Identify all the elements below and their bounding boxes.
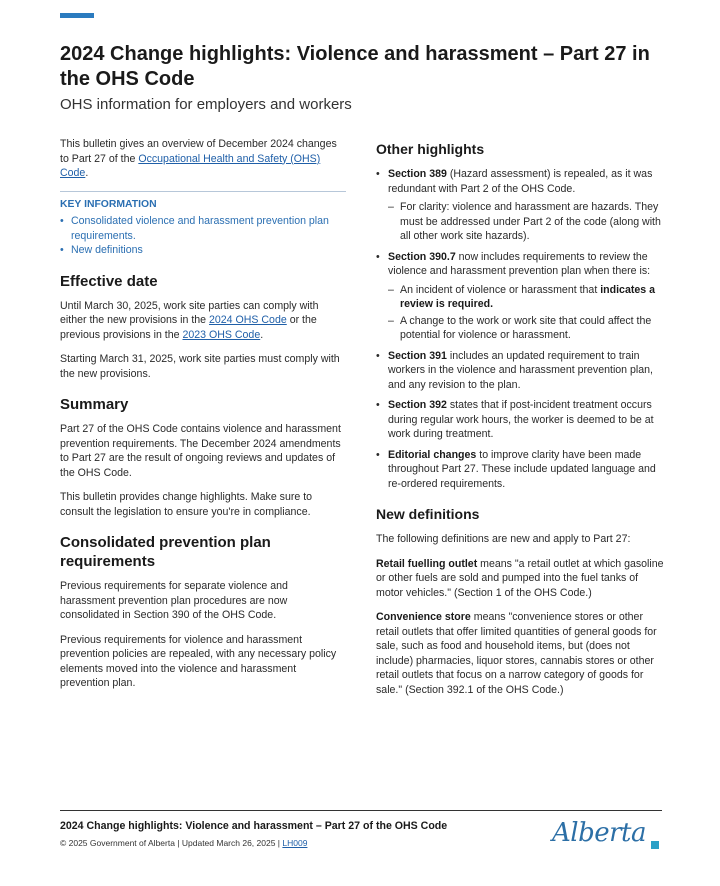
definition-text: means "convenience stores or other retail outlets that offer limited quantities of general goods for sale, such as food and household items, but (does not include) pharmacies, liquor stores, cannabis stores or other retail outlets that focus on a narrow category of goods for sale." (Section 392.1 of the OHS Code.) (376, 611, 657, 696)
footer-doc-link[interactable]: LH009 (282, 838, 308, 848)
intro-text: This bulletin gives an overview of December 2024 changes to Part 27 of the (60, 138, 337, 165)
alberta-logo (552, 818, 662, 852)
definition-text: means "a retail outlet at which gasoline or other fuels are sold and pumped into the fuel tanks of motor vehicles." (Section 1 of the OHS Code.) (376, 557, 664, 599)
new-definitions-heading: New definitions (376, 506, 480, 522)
sub-item-bold: indicates a review is required. (400, 283, 655, 310)
summary-paragraph-1: Part 27 of the OHS Code contains violence and harassment prevention requirements. The December 2024 amendments to Part 27 are the result of ongoing reviews and updates of the OHS Code. (60, 423, 341, 479)
alberta-logo-text: Alberta (552, 818, 646, 848)
alberta-logo-mark (651, 841, 659, 849)
highlight-text: now includes requirements to review the violence and harassment prevention plan when there is: (388, 250, 651, 277)
page-subtitle: OHS information for employers and workers (60, 96, 352, 113)
right-column (376, 140, 666, 707)
ohs-code-2024-link[interactable]: 2024 OHS Code (209, 314, 287, 326)
footer-meta-text: © 2025 Government of Alberta | Updated March 26, 2025 | (60, 838, 283, 848)
definitions-intro: The following definitions are new and apply to Part 27: (376, 533, 631, 545)
sub-item: – A change to the work or work site that could affect the potential for violence or harassment. (388, 314, 666, 343)
summary-heading: Summary (60, 396, 129, 413)
highlight-text: (Hazard assessment) is repealed, as it was redundant with Part 2 of the OHS Code. (388, 168, 653, 195)
key-item: • Consolidated violence and harassment prevention plan requirements. (60, 214, 346, 243)
highlight-section: Section 390.7 (388, 250, 456, 263)
sub-list (388, 200, 666, 244)
key-item: • New definitions (60, 243, 346, 258)
sub-item: – For clarity: violence and harassment are hazards. They must be addressed under Part 2 of the code (along with all other work site hazards). (388, 200, 666, 244)
key-information-box (60, 191, 346, 258)
effective-date-paragraph-2: Starting March 31, 2025, work site parties must comply with the new provisions. (60, 353, 340, 380)
ohs-code-2023-link[interactable]: 2023 OHS Code (182, 328, 261, 341)
summary-paragraph-2: This bulletin provides change highlights. Make sure to consult the legislation to ensure you're in compliance. (60, 491, 313, 518)
effective-text-a: Until March 30, 2025, work site parties can comply with either the new provisions in the (60, 299, 319, 326)
ohs-code-link[interactable]: Occupational Health and Safety (OHS) Code (60, 152, 321, 179)
key-information-title: KEY INFORMATION (60, 198, 157, 210)
sub-item (388, 283, 666, 312)
highlight-text: states that if post-incident treatment occurs during regular work hours, the worker is deemed to be at work during treatment. (388, 399, 654, 440)
sub-list (388, 283, 666, 343)
footer-meta (60, 838, 307, 848)
other-highlights-heading: Other highlights (376, 141, 485, 157)
highlight-text: includes an updated requirement to train workers in the violence and harassment prevention plan, and any revision to the plan. (388, 349, 653, 391)
definition-term: Convenience store (376, 611, 471, 623)
consolidated-paragraph-2: Previous requirements for violence and harassment prevention policies are repealed, with any necessary policy elements moved into the violence and harassment prevention plan. (60, 633, 337, 689)
highlight-item (376, 398, 666, 442)
highlight-section: Section 392 (388, 399, 447, 411)
highlight-item (376, 250, 666, 343)
highlight-section: Section 389 (388, 168, 447, 180)
effective-text-b: or the previous provisions in the (60, 314, 317, 341)
definition-retail-fuelling (376, 557, 666, 601)
accent-bar (60, 13, 94, 18)
highlight-item (376, 349, 666, 393)
highlight-item (376, 448, 666, 492)
highlight-section: Editorial changes (388, 448, 477, 461)
left-column (60, 137, 346, 701)
sub-item-text: An incident of violence or harassment that (400, 283, 601, 296)
effective-text-c: . (260, 328, 264, 341)
effective-date-paragraph (60, 299, 346, 343)
consolidated-paragraph-1: Previous requirements for separate violence and harassment prevention plan procedures are now consolidated in Section 390 of the OHS Code. (60, 580, 288, 621)
highlight-item (376, 167, 666, 244)
intro-end: . (85, 167, 89, 179)
highlight-section: Section 391 (388, 349, 447, 362)
highlights-list (376, 167, 666, 491)
footer-divider (60, 810, 662, 811)
intro-paragraph (60, 137, 346, 181)
key-information-list (60, 214, 346, 258)
definition-term: Retail fuelling outlet (376, 557, 478, 570)
definition-convenience-store (376, 610, 666, 697)
consolidated-heading: Consolidated prevention plan requirements (60, 534, 271, 570)
footer-title: 2024 Change highlights: Violence and harassment – Part 27 of the OHS Code (60, 820, 448, 832)
highlight-text: to improve clarity have been made throughout Part 27. These include updated language and re-ordered requirements. (388, 448, 656, 490)
effective-date-heading: Effective date (60, 272, 158, 290)
page-title: 2024 Change highlights: Violence and harassment – Part 27 in the OHS Code (60, 43, 650, 90)
